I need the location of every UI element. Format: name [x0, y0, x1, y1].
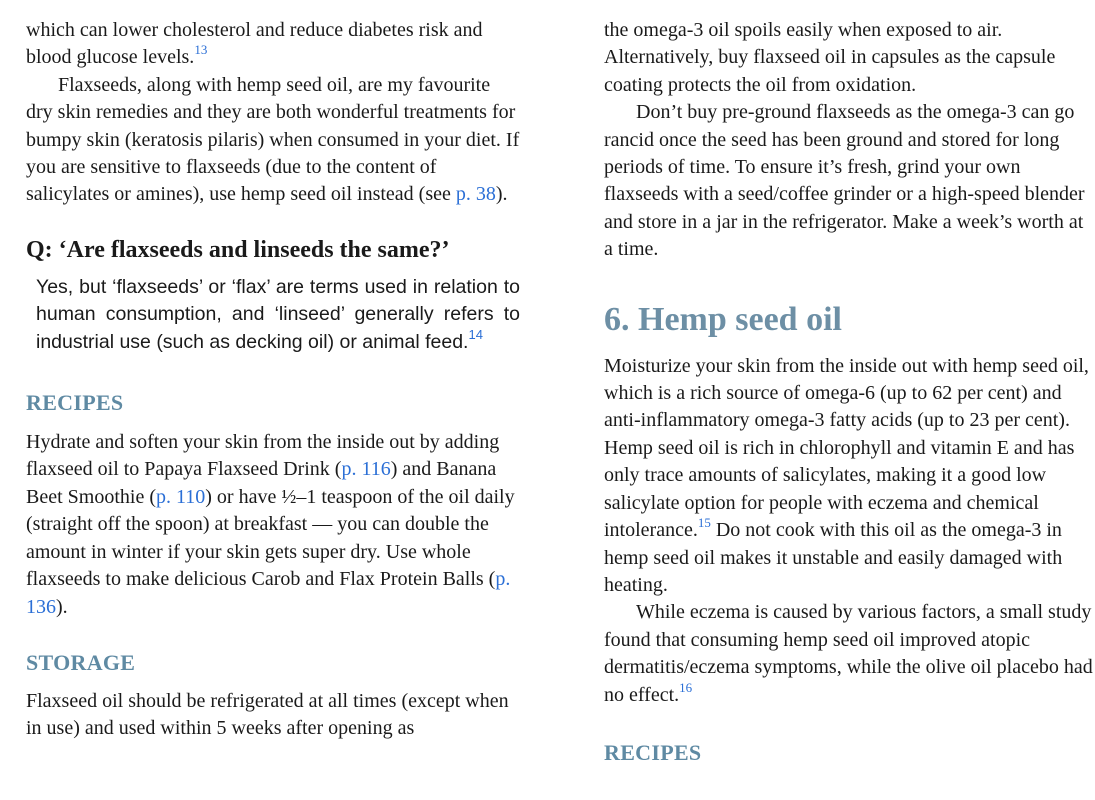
- question-heading: Q: ‘Are flaxseeds and linseeds the same?’: [26, 236, 450, 263]
- left-column: [26, 0, 520, 743]
- footnote-ref-15[interactable]: 15: [697, 515, 711, 531]
- footnote-ref-16[interactable]: 16: [679, 679, 693, 695]
- page-link-110[interactable]: p. 110: [155, 485, 206, 508]
- paragraph-omega3-spoils: the omega-3 oil spoils easily when exposed to air. Alternatively, buy flaxseed oil in capsules as the capsule coating protects the oil from oxidation.: [604, 19, 1056, 96]
- page-link-116[interactable]: p. 116: [341, 458, 391, 481]
- storage-heading: STORAGE: [26, 649, 136, 675]
- paragraph-pre-ground: Don’t buy pre-ground flaxseeds as the omega-3 can go rancid once the seed has been ground and stored for long periods of time. To ensure it’s fresh, grind your own flaxseeds with a seed/coffee grinder or a high-speed blender and store in a jar in the refrigerator. Make a week’s worth at a time.: [604, 101, 1085, 261]
- page-link-38[interactable]: p. 38: [455, 183, 496, 206]
- recipes-heading-right: RECIPES: [604, 739, 702, 765]
- paragraph-hemp-moisturize: Moisturize your skin from the inside out with hemp seed oil, which is a rich source of omega-6 (up to 62 per cent) and anti-inflammatory omega-3 fatty acids (up to 23 per cent). Hemp seed oil is rich in chlorophyll and vitamin E and has only trace amounts of salicylates, making it a good low salicylate option for people with eczema and chemical intolerance.$^{15}$ Do not cook with this oil as the omega-3 in hemp seed oil makes it unstable and easily damaged with heating.: [604, 354, 1089, 596]
- paragraph-cholesterol: which can lower cholesterol and reduce diabetes risk and blood glucose levels.$^{13}$: [26, 19, 483, 69]
- right-column: [604, 0, 1095, 767]
- chapter-heading-hemp-seed-oil: 6. Hemp seed oil: [604, 300, 842, 338]
- footnote-ref-13[interactable]: 13: [194, 42, 208, 58]
- paragraph-flaxseed-remedies: Flaxseeds, along with hemp seed oil, are my favourite dry skin remedies and they are both wonderful treatments for bumpy skin (keratosis pilaris) when consumed in your diet. If you are sensitive to flaxseeds (due to the content of salicylates or amines), use hemp seed oil instead (see p. 38).: [26, 73, 520, 206]
- paragraph-eczema-study: While eczema is caused by various factors, a small study found that consuming hemp seed oil improved atopic dermatitis/eczema symptoms, while the olive oil placebo had no effect.$^{16}$: [604, 601, 1093, 706]
- question-answer: Yes, but ‘flaxseeds’ or ‘flax’ are terms used in relation to human consumption, and ‘linseed’ generally refers to industrial use (such as decking oil) or animal feed.$^{14}$: [36, 275, 520, 353]
- recipes-heading: RECIPES: [26, 390, 124, 416]
- paragraph-storage: Flaxseed oil should be refrigerated at all times (except when in use) and used within 5 weeks after opening as: [26, 689, 509, 740]
- page-link-136[interactable]: p. 136: [26, 568, 511, 618]
- paragraph-recipes: Hydrate and soften your skin from the inside out by adding flaxseed oil to Papaya Flaxseed Drink (p. 116) and Banana Beet Smoothie (p. 110) or have ½–1 teaspoon of the oil daily (straight off the spoon) at breakfast — you can double the amount in winter if your skin gets super dry. Use whole flaxseeds to make delicious Carob and Flax Protein Balls (p. 136).: [26, 431, 515, 618]
- footnote-ref-14[interactable]: 14: [468, 326, 483, 342]
